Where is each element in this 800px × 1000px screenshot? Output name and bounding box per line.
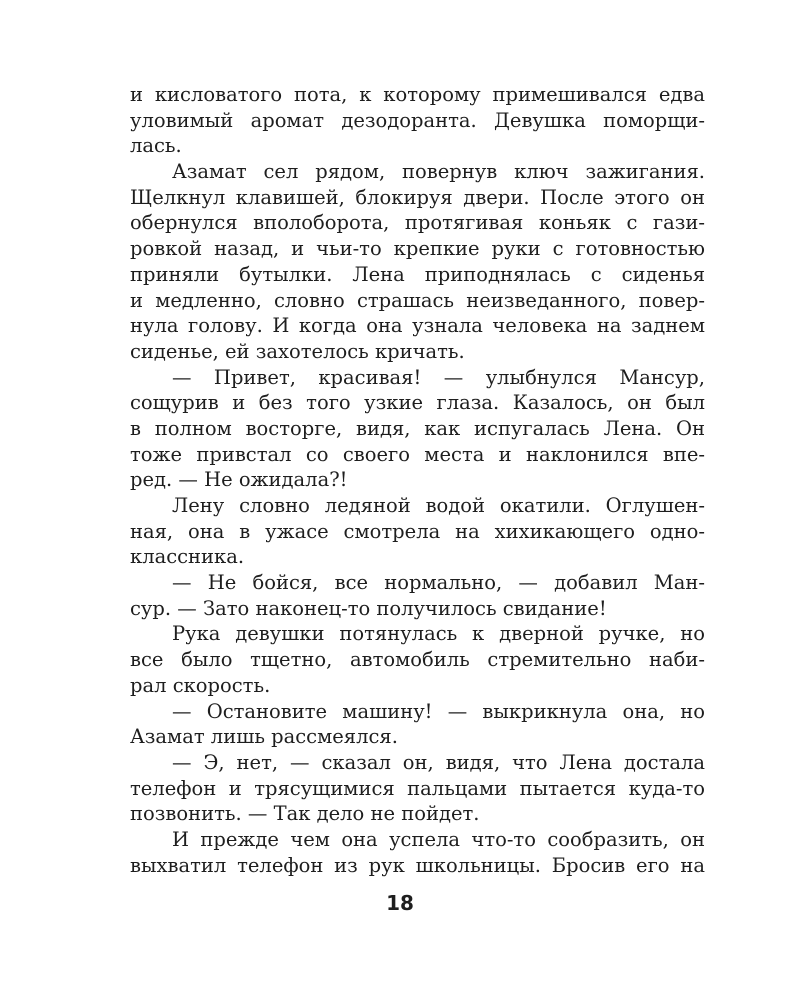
text-line: выхватил телефон из рук школьницы. Бросив его на bbox=[130, 853, 705, 877]
text-line: Щелкнул клавишей, блокируя двери. После этого он bbox=[130, 185, 705, 209]
text-line: классника. bbox=[130, 545, 245, 569]
text-line: лась. bbox=[130, 134, 182, 158]
text-line: уловимый аромат дезодоранта. Девушка поморщи- bbox=[130, 108, 705, 132]
text-line: позвонить. — Так дело не пойдет. bbox=[130, 802, 480, 826]
text-line: в полном восторге, видя, как испугалась Лена. Он bbox=[130, 416, 705, 440]
text-line: и медленно, словно страшась неизведанного, повер- bbox=[130, 288, 705, 312]
text-line: приняли бутылки. Лена приподнялась с сиденья bbox=[130, 262, 705, 286]
text-line: Рука девушки потянулась к дверной ручке, но bbox=[172, 622, 705, 646]
text-line: рал скорость. bbox=[130, 673, 271, 697]
text-line: сиденье, ей захотелось кричать. bbox=[130, 339, 465, 363]
text-line: — Остановите машину! — выкрикнула она, но bbox=[172, 699, 705, 723]
text-line: телефон и трясущимися пальцами пытается куда-то bbox=[130, 776, 705, 800]
text-line: Азамат сел рядом, повернув ключ зажигания. bbox=[172, 160, 705, 184]
text-line: и кисловатого пота, к которому примешивался едва bbox=[130, 83, 705, 106]
text-line: Лену словно ледяной водой окатили. Оглушен- bbox=[172, 494, 705, 517]
text-line: обернулся вполоборота, протягивая коньяк с гази- bbox=[130, 211, 705, 235]
text-line: — Не бойся, все нормально, — добавил Ман- bbox=[172, 571, 705, 595]
text-line: все было тщетно, автомобиль стремительно наби- bbox=[130, 648, 705, 672]
text-line: сур. — Зато наконец-то получилось свидание! bbox=[130, 596, 607, 620]
text-line: — Э, нет, — сказал он, видя, что Лена достала bbox=[172, 750, 705, 774]
text-line: — Привет, красивая! — улыбнулся Мансур, bbox=[172, 365, 705, 389]
body-text bbox=[130, 82, 705, 878]
page-number: 18 bbox=[386, 891, 414, 915]
text-line: ровкой назад, и чьи-то крепкие руки с готовностью bbox=[130, 237, 705, 261]
text-line: Азамат лишь рассмеялся. bbox=[130, 725, 398, 749]
text-line: И прежде чем она успела что-то сообразить, он bbox=[172, 827, 705, 851]
text-line: сощурив и без того узкие глаза. Казалось, он был bbox=[130, 391, 705, 415]
text-line: тоже привстал со своего места и наклонился впе- bbox=[130, 442, 705, 466]
text-line: ная, она в ужасе смотрела на хихикающего одно- bbox=[130, 519, 705, 543]
text-line: ред. — Не ожидала?! bbox=[130, 468, 348, 492]
text-line: нула голову. И когда она узнала человека на заднем bbox=[130, 314, 705, 338]
